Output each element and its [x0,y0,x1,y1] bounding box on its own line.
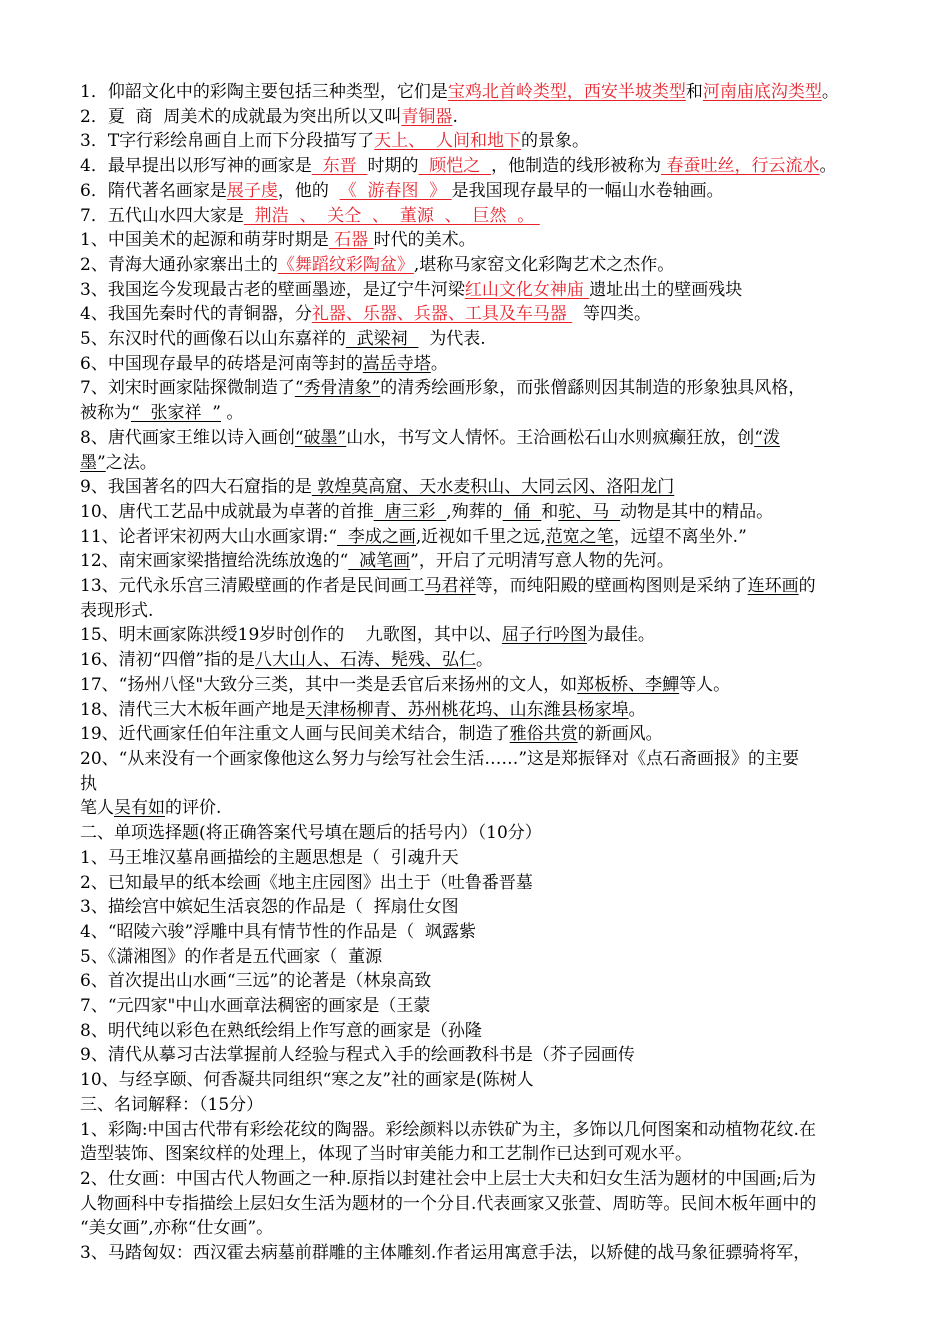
text-segment: ，远望不离坐外.” [613,526,747,547]
text-segment: 的新画风。 [577,724,663,745]
text-line [80,105,910,130]
text-segment: 2、已知最早的纸本绘画《地主庄园图》出土于（吐鲁番晋墓 [80,872,533,893]
text-line [80,302,910,327]
answer-red: 《舞蹈纹彩陶盆》 [277,254,414,275]
text-line [80,1019,910,1044]
text-line [80,821,910,846]
text-segment: ,堪称马家窑文化彩陶艺术之杰作。 [413,254,675,275]
text-line [80,80,910,105]
text-segment: 6、首次提出山水画“三远”的论著是（林泉高致 [80,971,432,992]
text-segment: 10、与经享颐、何香凝共同组织“寒之友”社的画家是(陈树人 [80,1070,534,1091]
text-line [80,1118,910,1143]
text-line [80,920,910,945]
answer-red: 展子虔 [226,180,278,201]
text-segment: 动物是其中的精品。 [620,501,774,522]
answer-underlined: 八大山人、石涛、髡残、弘仁 [255,650,477,671]
answer-underlined: 唐三彩 [373,501,447,522]
text-segment: 等，而纯阳殿的壁画构图则是采纳了 [475,576,748,597]
text-line [80,129,910,154]
text-segment: 16、清初“四僧”指的是 [80,650,256,671]
answer-underlined: 天津杨柳青、苏州桃花坞、山东潍县杨家埠 [305,699,629,720]
text-line [80,1192,910,1217]
text-segment: 4．最早提出以形写神的画家是 [80,156,312,177]
answer-red: 石器 [328,230,374,251]
text-line [80,623,910,648]
answer-underlined: 减笔画 [348,551,411,572]
text-segment: 。 [821,82,839,102]
answer-red: 天上、 人间和地下 [374,131,521,152]
text-line [80,772,910,797]
text-segment: 6．隋代著名画家是 [80,180,227,201]
text-line [80,871,910,896]
text-segment: 7．五代山水四大家是 [80,205,244,226]
answer-red: 宝鸡北首岭类型，西安半坡类型 [447,82,686,102]
text-line [80,945,910,970]
text-segment: 9、我国著名的四大石窟指的是 [80,477,312,498]
text-line [80,1068,910,1093]
text-segment: 13、元代永乐宫三清殿壁画的作者是民间画工 [80,576,425,597]
text-line [80,426,910,451]
text-segment: 4、我国先秦时代的青铜器，分 [80,304,312,325]
answer-underlined: “破墨” [294,427,347,448]
text-line [80,969,910,994]
text-line [80,154,910,179]
text-segment: ,近视如千里之远, [415,526,546,547]
answer-underlined: 武梁祠 [345,329,419,350]
answer-red: 顾恺之 [418,156,492,177]
text-segment: 2．夏 商 周美术的成就最为突出所以又叫 [80,106,402,127]
text-line [80,376,910,401]
answer-underlined: 郑板桥、李鱓 [577,674,680,695]
text-segment: 18、清代三大木板年画产地是 [80,699,306,720]
text-segment: 1、彩陶:中国古代带有彩绘花纹的陶器。彩绘颜料以赤铁矿为主，多饰以几何图案和动植物花纹.在 [80,1119,816,1140]
text-segment: 。 [476,650,494,671]
text-segment: 7、刘宋时画家陆探微制造了 [80,378,295,399]
text-segment: 20、“从来没有一个画家像他这么努力与绘写社会生活……”这是郑振铎对《点石斋画报》的主要 [80,748,800,769]
answer-underlined: 敦煌莫高窟、天水麦积山、大同云冈、洛阳龙门 [311,477,675,498]
text-line [80,574,910,599]
text-segment: 10、唐代工艺品中成就最为卓著的首推 [80,501,374,522]
text-line [80,352,910,377]
text-segment: 3、描绘宫中嫔妃生活哀怨的作品是（ 挥扇仕女图 [80,897,459,918]
answer-underlined: 俑 [502,501,542,522]
answer-underlined: 范宽之笔 [545,526,614,547]
text-segment: 1、中国美术的起源和萌芽时期是 [80,230,329,251]
text-line [80,1216,910,1241]
text-segment: 执 [80,773,97,794]
text-line [80,1093,910,1118]
answer-underlined: 吴有如 [114,798,165,819]
text-line [80,722,910,747]
answer-underlined: “泼 [754,427,780,448]
answer-underlined: 墨” [80,452,106,473]
text-segment: 是我国现存最早的一幅山水卷轴画。 [451,180,724,201]
text-line [80,796,910,821]
text-segment: 11、论者评宋初两大山水画家谓:“ [80,526,338,547]
answer-red: 东晋 [311,156,368,177]
text-segment: 8、唐代画家王维以诗入画创 [80,427,295,448]
text-segment: 之法。 [105,452,157,473]
text-segment: 和 [685,82,703,102]
answer-underlined: 雅俗共赏 [509,724,578,745]
text-line [80,451,910,476]
text-line [80,673,910,698]
text-line [80,228,910,253]
text-segment: 等人。 [679,674,731,695]
text-segment: 等四类。 [572,304,652,325]
answer-underlined: 屈子行吟图 [501,625,587,646]
text-line [80,1142,910,1167]
answer-red: 荆浩 、 关仝 、 董源 、 巨然 。 [243,205,540,226]
text-segment: ”，开启了元明清写意人物的先河。 [410,551,674,572]
answer-red: 青铜器 [401,106,453,127]
text-segment: 和 [541,501,559,522]
text-segment: ,殉葬的 [446,501,503,522]
text-segment: 19、近代画家任伯年注重文人画与民间美术结合，制造了 [80,724,510,745]
text-segment: 8、明代纯以彩色在熟纸绘绢上作写意的画家是（孙隆 [80,1020,482,1041]
text-segment: 人物画科中专指描绘上层妇女生活为题材的一个分目.代表画家又张萱、周昉等。民间木板年画中的 [80,1193,817,1214]
text-segment: . [452,106,458,127]
text-line [80,1167,910,1192]
answer-red: 《 游春图 》 [339,180,452,201]
text-segment: 。 [819,156,837,177]
text-line [80,549,910,574]
answer-underlined: “ 张家祥 ” [131,403,221,424]
text-segment: 造型装饰、图案纹样的处理上，体现了当时审美能力和工艺制作已达到可观水平。 [80,1144,692,1165]
answer-red: 河南庙底沟类型 [702,82,822,102]
text-segment: 3．T字行彩绘帛画自上而下分段描写了 [80,131,375,152]
text-segment: 二、单项选择题(将正确答案代号填在题后的括号内）（10分） [80,823,542,844]
text-line [80,648,910,673]
text-segment: 1、马王堆汉墓帛画描绘的主题思想是（ 引魂升天 [80,847,459,868]
text-line [80,599,910,624]
text-line [80,846,910,871]
text-segment: 2、仕女画：中国古代人物画之一种.原指以封建社会中上层士大夫和妇女生活为题材的中国画;后为 [80,1168,816,1189]
text-segment: 5、东汉时代的画像石以山东嘉祥的 [80,329,346,350]
text-segment: 为代表. [418,329,486,350]
text-line [80,204,910,229]
answer-underlined: 连环画 [747,576,799,597]
answer-underlined: “秀骨清象” [294,378,381,399]
text-segment: 。 [221,403,244,424]
text-segment: 。 [430,353,448,374]
text-segment: 笔人 [80,798,114,819]
text-segment: 6、中国现存最早的砖塔是河南等封的 [80,353,363,374]
text-segment: 表现形式. [80,600,154,621]
answer-red: 红山文化女神庙 [464,279,590,300]
text-segment: 12、南宋画家梁揩擅给洗练放逸的“ [80,551,349,572]
text-segment: 遗址出土的壁画残块 [589,279,743,300]
text-segment: 为最佳。 [586,625,655,646]
answer-underlined: 嵩岳寺塔 [362,353,431,374]
text-segment: 被称为 [80,403,131,424]
text-line [80,994,910,1019]
text-segment: 15、明末画家陈洪绶19岁时创作的 九歌图，其中以、 [80,625,502,646]
text-line [80,698,910,723]
text-segment: 的景象。 [520,131,589,152]
text-segment: 时代的美术。 [373,230,476,251]
text-segment: “美女画”,亦称“仕女画”。 [80,1218,274,1239]
text-segment: 7、“元四家"中山水画章法稠密的画家是（王蒙 [80,996,431,1017]
answer-red: 春蚕吐丝，行云流水 [661,156,820,177]
text-segment: ，他的 [277,180,340,201]
answer-red: 礼器、乐器、兵器、工具及车马器 [311,304,573,325]
text-segment: 3、马踏匈奴：西汉霍去病墓前群雕的主体雕刻.作者运用寓意手法，以矫健的战马象征骠骑将军， [80,1243,811,1264]
text-line [80,525,910,550]
text-line [80,1043,910,1068]
text-segment: 5、《潇湘图》的作者是五代画家（ 董源 [80,946,383,967]
text-line [80,179,910,204]
answer-underlined: 李成之画 [337,526,416,547]
text-line [80,253,910,278]
text-segment: 三、名词解释：（15分） [80,1094,264,1115]
text-segment: 3、我国迄今发现最古老的壁画墨迹，是辽宁牛河梁 [80,279,465,300]
text-segment: 1．仰韶文化中的彩陶主要包括三种类型，它们是 [80,82,448,102]
text-line [80,895,910,920]
text-segment: 的评价. [165,798,222,819]
text-segment: 的 [798,576,816,597]
text-segment: 17、“扬州八怪"大致分三类，其中一类是丢官后来扬州的文人，如 [80,674,578,695]
text-segment: 时期的 [367,156,419,177]
text-line [80,500,910,525]
text-segment: ，他制造的线形被称为 [491,156,662,177]
text-line [80,327,910,352]
text-segment: 山水，书写文人情怀。王洽画松石山水则疯癫狂放，创 [346,427,755,448]
answer-underlined: 马君祥 [424,576,476,597]
text-segment: 9、清代从摹习古法掌握前人经验与程式入手的绘画教科书是（芥子园画传 [80,1045,635,1066]
text-line [80,1241,910,1266]
text-line [80,278,910,303]
text-segment: 。 [628,699,646,720]
text-segment: 的清秀绘画形象，而张僧繇则因其制造的形象独具风格， [380,378,806,399]
answer-underlined: 驼、马 [558,501,621,522]
text-segment: 4、“昭陵六骏”浮雕中具有情节性的作品是（ 飒露紫 [80,921,477,942]
text-line [80,747,910,772]
text-segment: 2、青海大通孙家寨出土的 [80,254,278,275]
text-line [80,401,910,426]
text-line [80,475,910,500]
